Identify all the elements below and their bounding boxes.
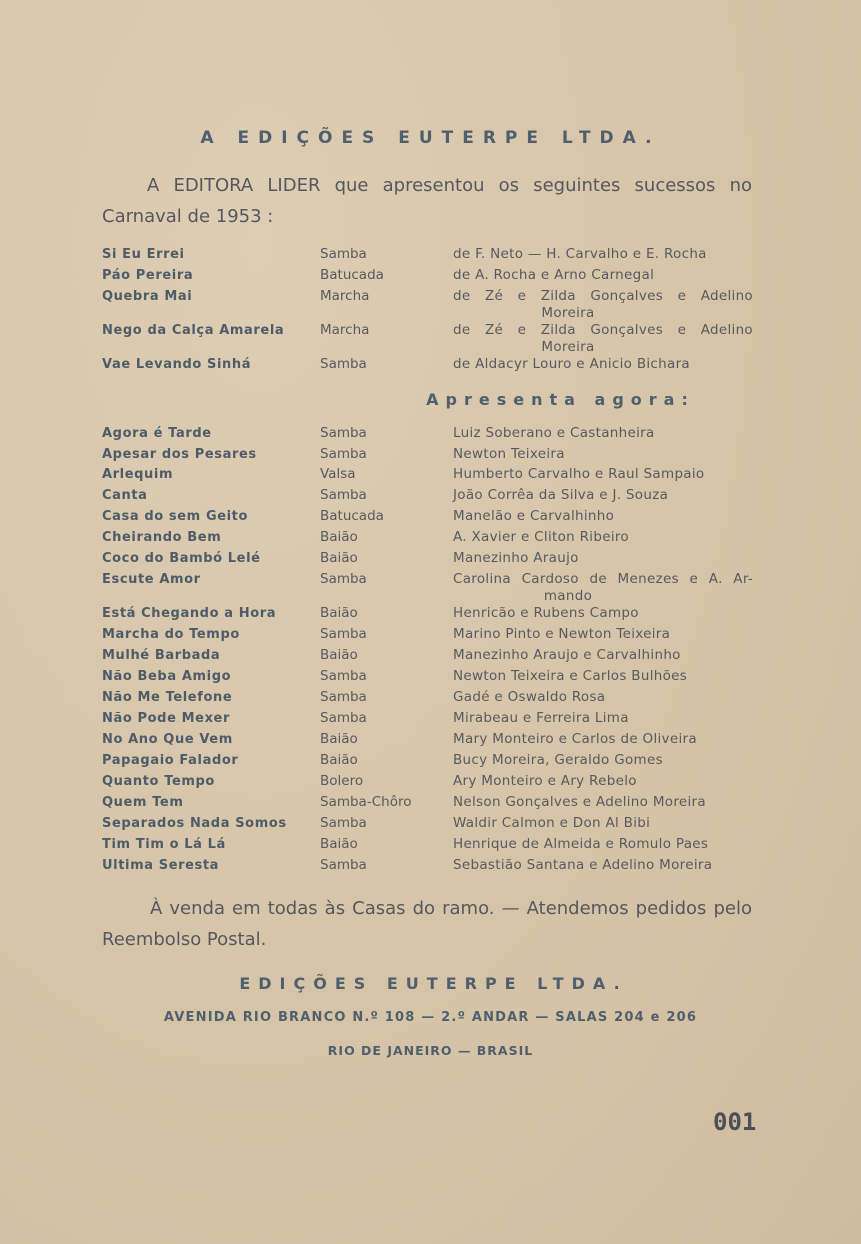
song-genre: Samba-Chôro bbox=[320, 794, 412, 810]
song-authors bbox=[453, 647, 753, 664]
song-authors bbox=[453, 710, 753, 727]
song-title: Não Me Telefone bbox=[102, 690, 233, 705]
song-genre: Samba bbox=[320, 246, 367, 262]
song-authors bbox=[453, 487, 753, 504]
song-genre: Samba bbox=[320, 626, 367, 642]
song-title: Arlequim bbox=[102, 467, 174, 482]
song-title: Está Chegando a Hora bbox=[102, 606, 277, 621]
song-authors-text: Gadé e Oswaldo Rosa bbox=[453, 689, 606, 705]
song-authors bbox=[453, 529, 753, 546]
song-title: Não Pode Mexer bbox=[102, 711, 230, 726]
song-authors bbox=[453, 605, 753, 622]
song-title: Casa do sem Geito bbox=[102, 509, 249, 524]
song-authors-text: Henrique de Almeida e Romulo Paes bbox=[453, 836, 709, 852]
song-authors-text: de Aldacyr Louro e Anicio Bichara bbox=[453, 356, 691, 372]
song-authors-text: Marino Pinto e Newton Teixeira bbox=[453, 626, 671, 642]
song-authors-text: Mirabeau e Ferreira Lima bbox=[453, 710, 629, 726]
song-title: Separados Nada Somos bbox=[102, 816, 287, 831]
song-authors bbox=[453, 356, 753, 373]
closing-paragraph: À venda em todas às Casas do ramo. — Atendemos pedidos pelo Reembolso Postal. bbox=[102, 898, 752, 950]
song-title: Si Eu Errei bbox=[102, 247, 185, 262]
publisher-city: RIO DE JANEIRO — BRASIL bbox=[327, 1043, 534, 1058]
song-authors bbox=[453, 752, 753, 769]
song-authors bbox=[453, 446, 753, 463]
song-authors-text: de A. Rocha e Arno Carnegal bbox=[453, 267, 655, 283]
song-authors bbox=[453, 246, 753, 263]
song-authors-continuation: mando bbox=[543, 588, 593, 604]
song-authors bbox=[453, 773, 753, 790]
song-title: No Ano Que Vem bbox=[102, 732, 233, 747]
song-title: Quem Tem bbox=[102, 795, 184, 810]
song-title: Marcha do Tempo bbox=[102, 627, 240, 642]
song-title: Vae Levando Sinhá bbox=[102, 357, 252, 372]
song-genre: Samba bbox=[320, 425, 367, 441]
song-authors-text: Manezinho Araujo e Carvalhinho bbox=[453, 647, 681, 663]
song-genre: Samba bbox=[320, 446, 367, 462]
song-authors bbox=[453, 571, 753, 605]
song-authors bbox=[453, 857, 753, 874]
song-genre: Baião bbox=[320, 731, 358, 747]
song-authors-text: Newton Teixeira bbox=[453, 446, 565, 462]
song-authors-text: Waldir Calmon e Don Al Bibi bbox=[453, 815, 651, 831]
song-title: Canta bbox=[102, 488, 148, 503]
song-authors-text: Henricão e Rubens Campo bbox=[453, 605, 639, 621]
song-genre: Samba bbox=[320, 487, 367, 503]
song-genre: Baião bbox=[320, 647, 358, 663]
song-authors bbox=[453, 626, 753, 643]
song-title: Páo Pereira bbox=[102, 268, 194, 283]
song-title: Ultima Seresta bbox=[102, 858, 220, 873]
song-title: Quanto Tempo bbox=[102, 774, 215, 789]
song-genre: Samba bbox=[320, 356, 367, 372]
song-genre: Samba bbox=[320, 668, 367, 684]
song-genre: Marcha bbox=[320, 288, 370, 304]
song-authors-text: de Zé e Zilda Gonçalves e Adelino bbox=[453, 288, 753, 304]
song-authors-text: Luiz Soberano e Castanheira bbox=[453, 425, 655, 441]
song-title: Mulhé Barbada bbox=[102, 648, 221, 663]
song-authors-text: Manelão e Carvalhinho bbox=[453, 508, 615, 524]
song-genre: Baião bbox=[320, 752, 358, 768]
song-genre: Bolero bbox=[320, 773, 364, 789]
song-authors bbox=[453, 267, 753, 284]
song-title: Agora é Tarde bbox=[102, 426, 212, 441]
song-genre: Batucada bbox=[320, 508, 384, 524]
song-authors bbox=[453, 550, 753, 567]
song-authors-text: Newton Teixeira e Carlos Bulhões bbox=[453, 668, 688, 684]
song-title: Tim Tim o Lá Lá bbox=[102, 837, 226, 852]
song-authors bbox=[453, 731, 753, 748]
song-authors-text: Humberto Carvalho e Raul Sampaio bbox=[453, 466, 705, 482]
section-subheading: Apresenta agora: bbox=[426, 390, 695, 409]
song-authors-text: Carolina Cardoso de Menezes e A. Ar- bbox=[453, 571, 753, 587]
song-genre: Baião bbox=[320, 836, 358, 852]
song-authors bbox=[453, 815, 753, 832]
song-genre: Baião bbox=[320, 550, 358, 566]
publisher-name: EDIÇÕES EUTERPE LTDA. bbox=[239, 974, 628, 993]
song-genre: Marcha bbox=[320, 322, 370, 338]
song-authors-text: Nelson Gonçalves e Adelino Moreira bbox=[453, 794, 706, 810]
song-authors-text: Mary Monteiro e Carlos de Oliveira bbox=[453, 731, 697, 747]
song-authors bbox=[453, 508, 753, 525]
song-title: Apesar dos Pesares bbox=[102, 447, 257, 462]
song-title: Cheirando Bem bbox=[102, 530, 222, 545]
publisher-address: AVENIDA RIO BRANCO N.º 108 — 2.º ANDAR — SALAS 204 e 206 bbox=[163, 1010, 698, 1025]
song-genre: Samba bbox=[320, 571, 367, 587]
song-authors-text: de F. Neto — H. Carvalho e E. Rocha bbox=[453, 246, 707, 262]
song-genre: Samba bbox=[320, 815, 367, 831]
song-genre: Valsa bbox=[320, 466, 356, 482]
song-authors bbox=[453, 794, 753, 811]
song-authors bbox=[453, 425, 753, 442]
song-title: Nego da Calça Amarela bbox=[102, 323, 285, 338]
page-title: A EDIÇÕES EUTERPE LTDA. bbox=[200, 128, 661, 148]
song-genre: Samba bbox=[320, 710, 367, 726]
song-authors-text: de Zé e Zilda Gonçalves e Adelino bbox=[453, 322, 753, 338]
song-authors bbox=[453, 689, 753, 706]
song-authors bbox=[453, 288, 753, 322]
song-genre: Baião bbox=[320, 529, 358, 545]
intro-paragraph: A EDITORA LIDER que apresentou os seguintes sucessos no Carnaval de 1953 : bbox=[102, 175, 752, 227]
song-genre: Samba bbox=[320, 857, 367, 873]
song-authors bbox=[453, 322, 753, 356]
song-genre: Baião bbox=[320, 605, 358, 621]
song-genre: Samba bbox=[320, 689, 367, 705]
song-authors bbox=[453, 668, 753, 685]
song-authors-text: João Corrêa da Silva e J. Souza bbox=[453, 487, 669, 503]
song-authors bbox=[453, 836, 753, 853]
song-authors-text: Manezinho Araujo bbox=[453, 550, 579, 566]
song-title: Papagaio Falador bbox=[102, 753, 239, 768]
song-authors-continuation: Moreira bbox=[541, 305, 595, 321]
song-title: Não Beba Amigo bbox=[102, 669, 232, 684]
song-title: Quebra Mai bbox=[102, 289, 193, 304]
song-genre: Batucada bbox=[320, 267, 384, 283]
song-authors-text: Sebastião Santana e Adelino Moreira bbox=[453, 857, 713, 873]
song-title: Escute Amor bbox=[102, 572, 201, 587]
song-authors bbox=[453, 466, 753, 483]
song-title: Coco do Bambó Lelé bbox=[102, 551, 261, 566]
page-number: 001 bbox=[713, 1108, 757, 1136]
song-authors-text: Bucy Moreira, Geraldo Gomes bbox=[453, 752, 663, 768]
song-authors-text: Ary Monteiro e Ary Rebelo bbox=[453, 773, 637, 789]
song-authors-text: A. Xavier e Cliton Ribeiro bbox=[453, 529, 629, 545]
song-authors-continuation: Moreira bbox=[541, 339, 595, 355]
